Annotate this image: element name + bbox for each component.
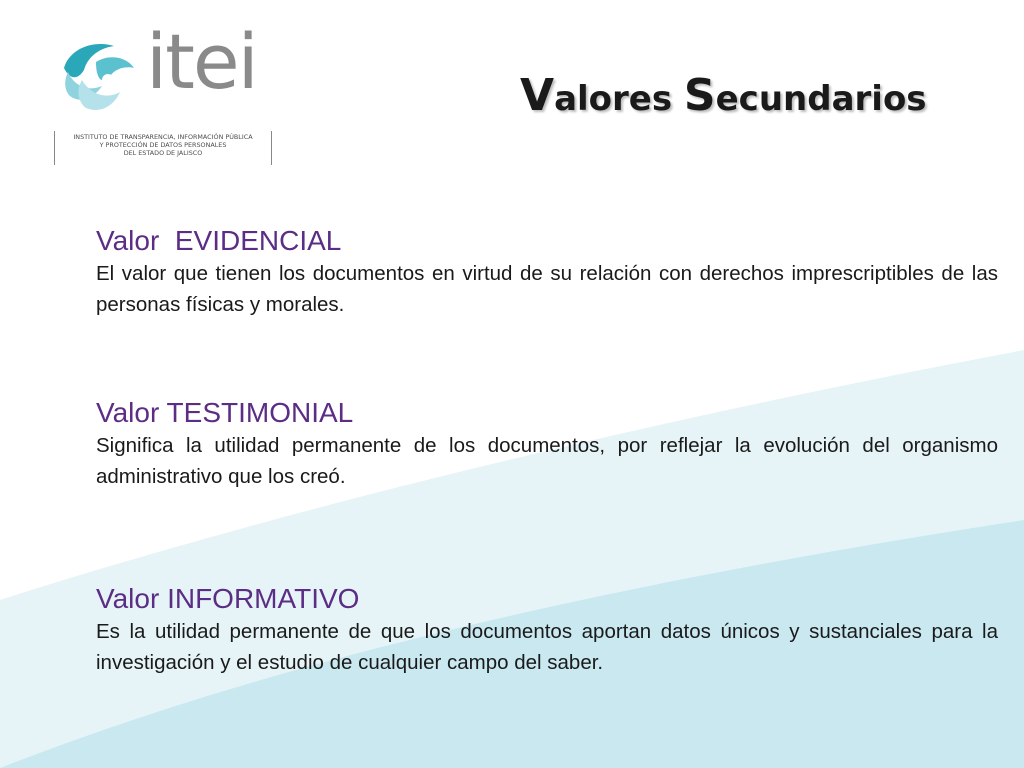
section-body: Es la utilidad permanente de que los documentos aportan datos únicos y sustanciales para la investigación y el estudio de cualquier campo del saber. (96, 620, 998, 674)
title-v-rest: alores (554, 79, 684, 119)
section-body: El valor que tienen los documentos en virtud de su relación con derechos imprescriptibles de las personas físicas y morales. (96, 262, 998, 316)
itei-logo (54, 17, 276, 168)
logo-wordmark: itei (146, 17, 257, 106)
section-informativo (96, 582, 998, 678)
section-heading: Valor TESTIMONIAL (96, 397, 354, 428)
section-testimonial (96, 396, 998, 492)
section-heading: Valor EVIDENCIAL (96, 225, 342, 256)
section-evidencial (96, 224, 998, 320)
title-v-cap: V (520, 70, 555, 121)
logo-symbol-icon (60, 40, 138, 116)
logo-subtitle: INSTITUTO DE TRANSPARENCIA, INFORMACIÓN PÚBLICA Y PROTECCIÓN DE DATOS PERSONALES DEL ESTADO DE JALISCO (54, 131, 272, 165)
title-s-rest: ecundarios (715, 79, 927, 119)
page-title (520, 70, 990, 121)
title-s-cap: S (683, 70, 716, 121)
section-body: Significa la utilidad permanente de los documentos, por reflejar la evolución del organismo administrativo que los creó. (96, 434, 998, 488)
section-heading: Valor INFORMATIVO (96, 583, 360, 614)
